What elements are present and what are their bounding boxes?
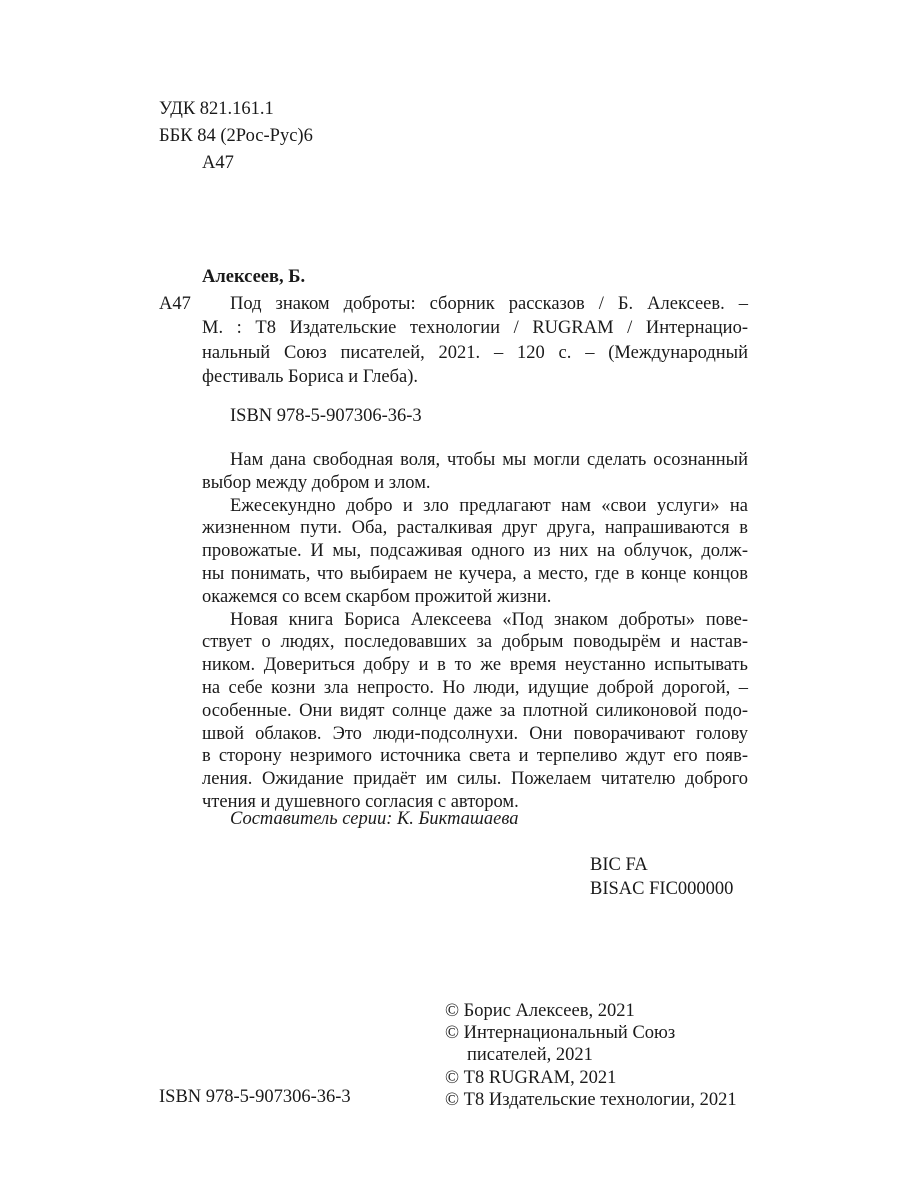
- bibliographic-mark: А47: [159, 294, 191, 314]
- annotation-line: Нам дана свободная воля, чтобы мы могли сделать осознанный: [230, 450, 748, 470]
- annotation-line: выбор между добром и злом.: [202, 472, 431, 493]
- annotation-line: швой облаков. Это люди-подсолнухи. Они поворачивают голову: [202, 723, 748, 744]
- bibliographic-isbn: ISBN 978-5-907306-36-3: [230, 406, 422, 426]
- bibliographic-description: [202, 292, 748, 389]
- copyright-line: © Борис Алексеев, 2021: [445, 1001, 635, 1021]
- annotation-line: ны понимать, что выбираем не кучера, а место, где в конце концов: [202, 563, 748, 584]
- series-compiler: Составитель серии: К. Бикташаева: [230, 809, 519, 829]
- annotation-line: особенные. Они видят солнце даже за плотной силиконовой подо-: [202, 700, 748, 721]
- annotation-line: чтения и душевного согласия с автором.: [202, 791, 519, 812]
- description-line: нальный Союз писателей, 2021. – 120 с. – (Международный: [202, 342, 748, 363]
- annotation-line: в сторону незримого источника света и терпеливо ждут его появ-: [202, 746, 748, 767]
- annotation-line: ления. Ожидание придаёт им силы. Пожелаем читателю доброго: [202, 769, 748, 790]
- annotation-line: жизненном пути. Оба, расталкивая друг друга, напрашиваются в: [202, 518, 748, 539]
- udk-code: УДК 821.161.1: [159, 99, 274, 119]
- annotation-line: Новая книга Бориса Алексеева «Под знаком доброты» пове-: [230, 609, 748, 630]
- annotation-line: Ежесекундно добро и зло предлагают нам «свои услуги» на: [230, 495, 748, 516]
- author-name: Алексеев, Б.: [202, 267, 306, 287]
- copyright-line: © Интернациональный Союз: [445, 1023, 676, 1044]
- annotation: [202, 449, 748, 814]
- copyright-line: © Т8 Издательские технологии, 2021: [445, 1089, 737, 1110]
- description-line: фестиваль Бориса и Глеба).: [202, 366, 418, 387]
- author-mark: А47: [202, 153, 234, 173]
- description-line: Под знаком доброты: сборник рассказов / Б. Алексеев. –: [230, 294, 748, 314]
- copyright-line: © Т8 RUGRAM, 2021: [445, 1067, 617, 1088]
- annotation-line: провожатые. И мы, подсаживая одного из них на облучок, долж-: [202, 541, 748, 562]
- description-line: М. : Т8 Издательские технологии / RUGRAM / Интернацио-: [202, 318, 748, 339]
- footer-isbn: ISBN 978-5-907306-36-3: [159, 1087, 351, 1107]
- bisac-code: BISAC FIC000000: [590, 879, 734, 899]
- bbk-code: ББК 84 (2Рос-Рус)6: [159, 126, 313, 146]
- annotation-line: ником. Довериться добру и в то же время неустанно испытывать: [202, 655, 748, 676]
- bic-code: BIC FA: [590, 855, 648, 875]
- annotation-line: окажемся со всем скарбом прожитой жизни.: [202, 586, 552, 607]
- annotation-line: на себе козни зла непросто. Но люди, идущие доброй дорогой, –: [202, 677, 748, 698]
- annotation-line: ствует о людях, последовавших за добрым поводырём и настав-: [202, 632, 748, 653]
- copyright-line: писателей, 2021: [467, 1045, 593, 1066]
- copyright-block: [445, 1000, 737, 1111]
